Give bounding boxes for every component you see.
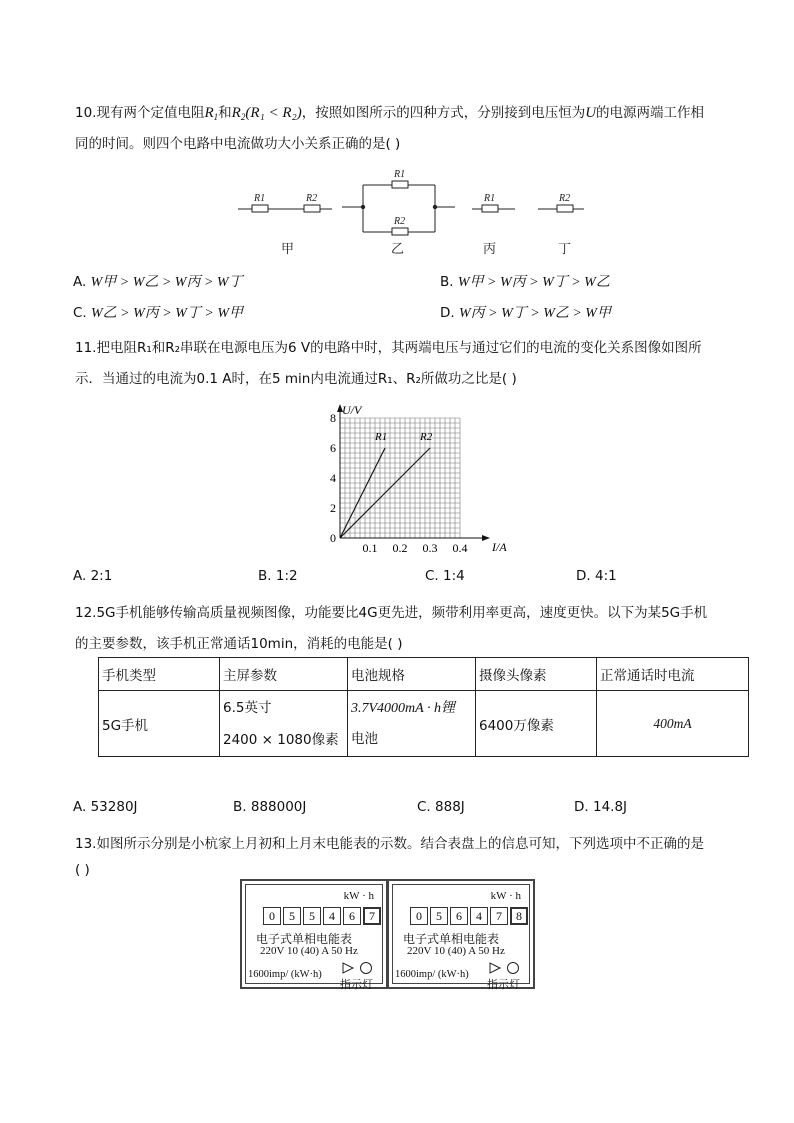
q10-stem-text-d: 的电源两端工作相 (596, 105, 705, 121)
meter-digit: 0 (263, 907, 281, 925)
option-letter: D. (440, 305, 455, 321)
indicator-light-icon (342, 961, 376, 975)
meter-panel (245, 884, 383, 991)
option-letter: C. (73, 305, 87, 321)
q10-stem-line1 (75, 101, 704, 122)
table-cell: 400mA (597, 691, 749, 757)
option-letter: D. (576, 568, 591, 584)
r1-symbol (204, 105, 218, 121)
meter-unit: kW · h (343, 890, 374, 902)
table-cell (348, 691, 476, 757)
junction-dot (433, 205, 437, 209)
option-text: 53280J (90, 799, 138, 815)
table-cell (220, 691, 348, 757)
option-text: W甲 > W乙 > W丙 > W丁 (90, 275, 243, 290)
meter-digit: 0 (410, 907, 428, 925)
table-cell: 6400万像素 (476, 691, 597, 757)
circuit-label: 丁 (558, 241, 572, 256)
x-tick-label: 0.3 (422, 541, 438, 555)
q12-stem-line2: 的主要参数，该手机正常通话10min，消耗的电能是( ) (75, 636, 403, 652)
q11-option-d[interactable] (576, 568, 617, 584)
meter-digit: 7 (490, 907, 508, 925)
battery-spec: 3.7V4000mA · h锂 (351, 700, 455, 716)
x-tick-label: 0.4 (452, 541, 468, 555)
voltage-symbol: U (585, 105, 597, 121)
option-text: 4:1 (594, 568, 617, 584)
option-text: W甲 > W丙 > W丁 > W乙 (457, 275, 610, 290)
meter-digit: 6 (450, 907, 468, 925)
y-tick-label: 4 (330, 471, 336, 485)
meter-reading (263, 907, 383, 925)
table-header: 手机类型 (99, 658, 220, 691)
q10-circuit-diagram (230, 160, 590, 260)
option-letter: C. (417, 799, 431, 815)
q10-option-b[interactable] (440, 271, 610, 291)
meter-unit: kW · h (490, 890, 521, 902)
resistor-icon (252, 205, 268, 212)
meter-digit: 5 (430, 907, 448, 925)
resistor-label: R2 (394, 216, 406, 227)
option-text: 1:2 (275, 568, 298, 584)
y-tick-label: 2 (330, 501, 336, 515)
option-letter: A. (73, 274, 87, 290)
table-header-row (99, 658, 749, 691)
q11-stem-line1: 11.把电阻R₁和R₂串联在电源电压为6 V的电路中时，其两端电压与通过它们的电流的变化关系图像如图所 (75, 340, 702, 356)
meter-spec: 220V 10 (40) A 50 Hz (260, 945, 358, 957)
circuit-label: 丙 (483, 241, 497, 256)
q10-option-c[interactable] (73, 302, 243, 322)
y-tick-label: 6 (330, 441, 336, 455)
meter-digit: 6 (343, 907, 361, 925)
q12-stem-line1: 12.5G手机能够传输高质量视频图像，功能要比4G更先进，频带利用率更高，速度更快。以下为某5G手机 (75, 605, 708, 621)
q11-option-b[interactable] (258, 568, 298, 584)
meter-constant: 1600imp/ (kW·h) (395, 969, 469, 980)
circuit-label: 甲 (281, 241, 295, 256)
meter-panel (392, 884, 530, 991)
q11-option-a[interactable] (73, 568, 112, 584)
indicator-light-icon (489, 961, 523, 975)
table-row (99, 691, 749, 757)
table-header: 主屏参数 (220, 658, 348, 691)
q12-option-a[interactable] (73, 799, 138, 815)
resistor-label: R1 (254, 193, 266, 204)
resistor-icon (557, 205, 573, 212)
x-tick-label: 0.1 (362, 541, 378, 555)
series-label-R1: R1 (375, 431, 388, 443)
option-text: 1:4 (443, 568, 465, 584)
x-axis-label: I/A (492, 540, 507, 554)
meter-digit: 4 (470, 907, 488, 925)
circuit-label: 乙 (391, 241, 405, 256)
option-letter: B. (258, 568, 272, 584)
q10-stem-text-c: ，按照如图所示的四种方式，分别接到电压恒为 (301, 105, 586, 121)
resistor-icon (392, 228, 408, 235)
option-letter: A. (73, 799, 87, 815)
meter-digit: 4 (323, 907, 341, 925)
resistor-label: R2 (306, 193, 318, 204)
y-tick-label: 8 (330, 411, 336, 425)
screen-resolution: 2400 × 1080像素 (223, 731, 339, 748)
energy-meter-end (387, 879, 535, 989)
q12-option-d[interactable] (574, 799, 627, 815)
meter-decimal-digit: 8 (510, 907, 528, 925)
meter-digit: 5 (283, 907, 301, 925)
option-text: W丙 > W丁 > W乙 > W甲 (458, 306, 611, 321)
meter-title: 电子式单相电能表 (403, 932, 500, 946)
resistor-label: R1 (484, 193, 496, 204)
r2-symbol (232, 105, 246, 121)
q10-stem-line2: 同的时间。则四个电路中电流做功大小关系正确的是( ) (75, 136, 401, 152)
q13-stem-line1: 13.如图所示分别是小杭家上月初和上月末电能表的示数。结合表盘上的信息可知，下列选项中不正确的是 (75, 836, 704, 852)
r2-letter: R (231, 105, 241, 121)
r1-subscript: 1 (213, 112, 219, 122)
option-letter: B. (440, 274, 454, 290)
x-axis-arrow-icon (482, 535, 490, 541)
resistor-icon (392, 181, 408, 188)
q11-ui-graph (320, 390, 507, 558)
option-text: 2:1 (90, 568, 113, 584)
table-cell: 5G手机 (99, 691, 220, 757)
q13-stem-line2: ( ) (75, 862, 90, 878)
option-text: 888000J (250, 799, 307, 815)
option-letter: C. (425, 568, 439, 584)
option-letter: A. (73, 568, 87, 584)
q10-option-d[interactable] (440, 302, 611, 322)
q12-option-b[interactable] (233, 799, 306, 815)
option-letter: D. (574, 799, 589, 815)
junction-dot (361, 205, 365, 209)
y-tick-label: 0 (330, 531, 336, 545)
meter-decimal-digit: 7 (363, 907, 381, 925)
y-axis-label: U/V (342, 403, 362, 417)
option-text: 888J (435, 799, 465, 815)
option-text: W乙 > W丙 > W丁 > W甲 (91, 306, 244, 321)
meter-digit: 5 (303, 907, 321, 925)
q11-stem-line2: 示．当通过的电流为0.1 A时，在5 min内电流通过R₁、R₂所做功之比是( ) (75, 371, 517, 387)
resistor-icon (482, 205, 498, 212)
q10-option-a[interactable] (73, 271, 243, 291)
q10-stem-text-b: 和 (218, 105, 232, 121)
q12-option-c[interactable] (417, 799, 465, 815)
q10-condition: (R₁ < R₂) (245, 105, 302, 121)
resistor-label: R1 (394, 169, 406, 180)
meter-spec: 220V 10 (40) A 50 Hz (407, 945, 505, 957)
indicator-label: 指示灯 (340, 978, 373, 991)
screen-size: 6.5英寸 (223, 699, 272, 716)
q11-option-c[interactable] (425, 568, 465, 584)
table-header: 电池规格 (348, 658, 476, 691)
option-letter: B. (233, 799, 247, 815)
indicator-label: 指示灯 (487, 978, 520, 991)
x-tick-label: 0.2 (392, 541, 408, 555)
meter-reading (410, 907, 530, 925)
meter-title: 电子式单相电能表 (256, 932, 353, 946)
series-label-R2: R2 (420, 431, 433, 443)
table-header: 正常通话时电流 (597, 658, 749, 691)
battery-type: 电池 (351, 730, 378, 747)
r1-letter: R (204, 105, 214, 121)
q10-stem-text-a: 10.现有两个定值电阻 (75, 105, 205, 121)
energy-meter-start (240, 879, 388, 989)
option-text: 14.8J (592, 799, 628, 815)
meter-constant: 1600imp/ (kW·h) (248, 969, 322, 980)
r2-subscript: 2 (240, 112, 246, 122)
table-header: 摄像头像素 (476, 658, 597, 691)
phone-spec-table (98, 657, 749, 757)
resistor-label: R2 (559, 193, 571, 204)
resistor-icon (304, 205, 320, 212)
